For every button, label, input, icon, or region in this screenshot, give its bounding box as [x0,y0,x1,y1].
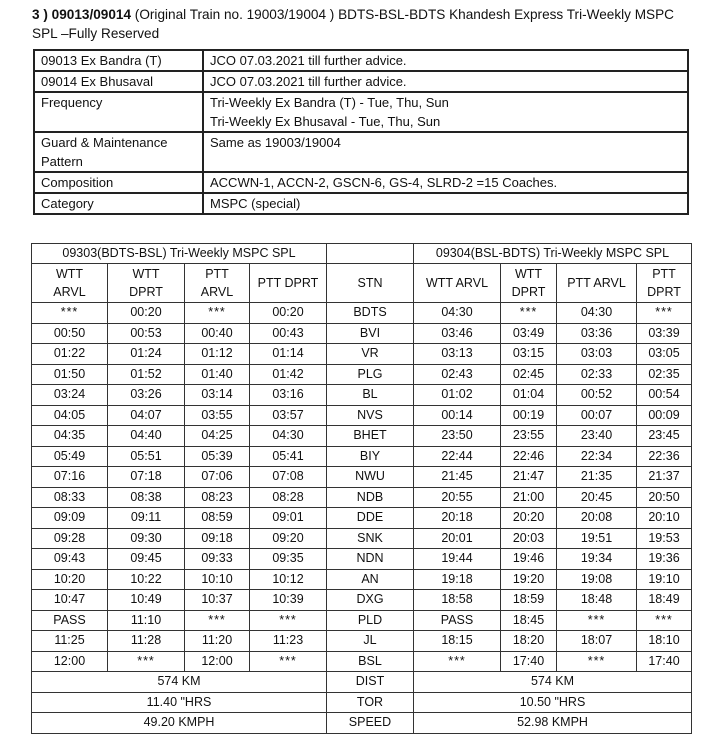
time-cell: 05:51 [108,446,185,467]
time-cell: 09:33 [185,549,250,570]
time-cell: 01:24 [108,344,185,365]
time-cell: 20:55 [414,487,501,508]
station-code: BIY [327,446,414,467]
time-cell: 20:01 [414,528,501,549]
timetable-row [32,344,692,365]
time-cell: 18:10 [637,631,692,652]
time-cell: 04:30 [557,303,637,324]
column-header-line: WTT [514,267,543,281]
summary-row [32,672,692,693]
time-cell: 00:07 [557,405,637,426]
time-cell: 22:44 [414,446,501,467]
time-cell: 20:03 [501,528,557,549]
train-info-table [33,49,689,215]
column-header-line: ARVL [53,285,86,299]
column-header [32,264,108,303]
time-cell: PASS [414,610,501,631]
time-cell: 01:50 [32,364,108,385]
column-header [414,264,501,303]
info-value-line: Tri-Weekly Ex Bandra (T) - Tue, Thu, Sun [210,95,449,110]
time-cell: 00:54 [637,385,692,406]
up-summary-value: 52.98 KMPH [414,713,692,734]
info-value [203,172,688,193]
station-code: AN [327,569,414,590]
time-cell: 04:25 [185,426,250,447]
train-numbers: 3 ) 09013/09014 [32,7,132,22]
column-header-line: WTT [132,267,160,281]
time-cell: 09:01 [250,508,327,529]
time-cell: 20:50 [637,487,692,508]
column-header-line: PTT DPRT [257,276,319,290]
info-value-line: Same as 19003/19004 [210,135,341,150]
time-cell: 01:14 [250,344,327,365]
time-cell: 00:43 [250,323,327,344]
column-header [327,264,414,303]
timetable-row [32,426,692,447]
column-header [185,264,250,303]
timetable-row [32,364,692,385]
time-cell: 11:25 [32,631,108,652]
time-cell: 11:10 [108,610,185,631]
timetable-row [32,590,692,611]
time-cell: 01:42 [250,364,327,385]
column-header-line: PTT [205,267,229,281]
time-cell: 09:18 [185,528,250,549]
time-cell: PASS [32,610,108,631]
time-cell: 10:12 [250,569,327,590]
time-cell: 11:23 [250,631,327,652]
timetable-title-row [32,244,692,264]
time-cell: 03:36 [557,323,637,344]
time-cell: 21:45 [414,467,501,488]
column-header-line: PTT [652,267,676,281]
column-header-line: WTT [55,267,84,281]
time-cell: 03:16 [250,385,327,406]
info-value-line: JCO 07.03.2021 till further advice. [210,74,407,89]
time-cell: 10:47 [32,590,108,611]
timetable-row [32,631,692,652]
time-cell: 03:49 [501,323,557,344]
info-row [34,132,688,172]
time-cell: 01:40 [185,364,250,385]
time-cell: 19:36 [637,549,692,570]
time-cell: 01:52 [108,364,185,385]
time-cell: 19:08 [557,569,637,590]
up-train-title: 09304(BSL-BDTS) Tri-Weekly MSPC SPL [414,244,692,264]
time-cell: 00:50 [32,323,108,344]
time-cell: 18:20 [501,631,557,652]
info-key: Composition [34,172,203,193]
time-cell: 01:12 [185,344,250,365]
station-code: BVI [327,323,414,344]
down-summary-value: 574 KM [32,672,327,693]
time-cell: 00:14 [414,405,501,426]
column-header [637,264,692,303]
column-header-line: ARVL [200,285,234,299]
info-row [34,92,688,132]
column-header [501,264,557,303]
time-cell: 04:07 [108,405,185,426]
time-cell: 00:20 [250,303,327,324]
info-value-line: Tri-Weekly Ex Bhusaval - Tue, Thu, Sun [210,114,441,129]
timetable-row [32,323,692,344]
station-code: DXG [327,590,414,611]
info-value [203,71,688,92]
time-cell: 23:50 [414,426,501,447]
info-key: Frequency [34,92,203,132]
timetable-row [32,528,692,549]
time-cell: 08:59 [185,508,250,529]
up-summary-value: 10.50 "HRS [414,692,692,713]
time-cell: 12:00 [185,651,250,672]
station-code: VR [327,344,414,365]
blank-cell [327,244,414,264]
time-cell: 05:49 [32,446,108,467]
time-cell: 03:46 [414,323,501,344]
time-cell: 17:40 [501,651,557,672]
time-cell: 00:19 [501,405,557,426]
time-cell: 10:20 [32,569,108,590]
time-cell: 23:40 [557,426,637,447]
down-summary-value: 11.40 "HRS [32,692,327,713]
column-header-row [32,264,692,303]
time-cell: 07:16 [32,467,108,488]
time-cell: 20:18 [414,508,501,529]
time-cell: 10:37 [185,590,250,611]
time-cell: 03:26 [108,385,185,406]
time-cell: 08:23 [185,487,250,508]
time-cell: 20:08 [557,508,637,529]
info-row [34,193,688,214]
time-cell: 02:43 [414,364,501,385]
time-cell: 03:14 [185,385,250,406]
time-cell: 09:45 [108,549,185,570]
timetable-row [32,467,692,488]
time-cell: 04:35 [32,426,108,447]
time-cell: *** [557,651,637,672]
time-cell: 09:09 [32,508,108,529]
time-cell: 10:10 [185,569,250,590]
time-cell: 01:04 [501,385,557,406]
time-cell: 21:37 [637,467,692,488]
time-cell: 02:33 [557,364,637,385]
time-cell: 20:45 [557,487,637,508]
timetable-row [32,385,692,406]
time-cell: 10:49 [108,590,185,611]
timetable-row [32,508,692,529]
timetable-row [32,303,692,324]
time-cell: 19:44 [414,549,501,570]
time-cell: *** [637,303,692,324]
time-cell: 02:45 [501,364,557,385]
down-summary-value: 49.20 KMPH [32,713,327,734]
summary-label: DIST [327,672,414,693]
timetable-row [32,569,692,590]
info-value-line: MSPC (special) [210,196,301,211]
time-cell: 19:10 [637,569,692,590]
station-code: NDB [327,487,414,508]
time-cell: 03:15 [501,344,557,365]
summary-row [32,713,692,734]
time-cell: 10:39 [250,590,327,611]
station-code: BSL [327,651,414,672]
time-cell: *** [557,610,637,631]
time-cell: 19:51 [557,528,637,549]
time-cell: 19:46 [501,549,557,570]
time-cell: 03:55 [185,405,250,426]
timetable-row [32,651,692,672]
time-cell: 08:33 [32,487,108,508]
time-cell: 18:15 [414,631,501,652]
time-cell: *** [637,610,692,631]
station-code: NWU [327,467,414,488]
time-cell: 19:34 [557,549,637,570]
column-header [250,264,327,303]
time-cell: *** [185,303,250,324]
time-cell: 21:00 [501,487,557,508]
time-cell: 11:28 [108,631,185,652]
time-cell: 00:40 [185,323,250,344]
time-cell: 18:59 [501,590,557,611]
station-code: PLD [327,610,414,631]
station-code: BL [327,385,414,406]
time-cell: *** [250,651,327,672]
time-cell: 09:28 [32,528,108,549]
summary-row [32,692,692,713]
time-cell: 03:05 [637,344,692,365]
time-cell: 07:18 [108,467,185,488]
time-cell: 01:02 [414,385,501,406]
up-summary-value: 574 KM [414,672,692,693]
time-cell: 03:39 [637,323,692,344]
info-key: 09014 Ex Bhusaval [34,71,203,92]
time-cell: 17:40 [637,651,692,672]
timetable-row [32,446,692,467]
time-cell: 07:08 [250,467,327,488]
info-value [203,193,688,214]
summary-label: TOR [327,692,414,713]
time-cell: 19:18 [414,569,501,590]
time-cell: 20:20 [501,508,557,529]
time-cell: *** [185,610,250,631]
info-value [203,132,688,172]
time-cell: 09:11 [108,508,185,529]
time-cell: 18:49 [637,590,692,611]
time-cell: 07:06 [185,467,250,488]
time-cell: 23:45 [637,426,692,447]
time-cell: 12:00 [32,651,108,672]
column-header-line: DPRT [647,285,681,299]
time-cell: 02:35 [637,364,692,385]
down-train-title: 09303(BDTS-BSL) Tri-Weekly MSPC SPL [32,244,327,264]
time-cell: 01:22 [32,344,108,365]
time-cell: 11:20 [185,631,250,652]
time-cell: 21:47 [501,467,557,488]
column-header [108,264,185,303]
time-cell: 05:41 [250,446,327,467]
time-cell: 03:13 [414,344,501,365]
time-cell: *** [32,303,108,324]
timetable [31,243,692,734]
time-cell: 00:53 [108,323,185,344]
train-description: (Original Train no. 19003/19004 ) BDTS-BSL-BDTS Khandesh Express Tri-Weekly MSPC SPL –Fully Reserved [32,7,674,41]
time-cell: 19:53 [637,528,692,549]
time-cell: 00:52 [557,385,637,406]
time-cell: *** [501,303,557,324]
column-header-line: DPRT [129,285,163,299]
time-cell: 08:28 [250,487,327,508]
column-header-line: DPRT [511,285,546,299]
time-cell: 20:10 [637,508,692,529]
time-cell: 00:09 [637,405,692,426]
time-cell: 18:48 [557,590,637,611]
station-code: JL [327,631,414,652]
time-cell: 04:05 [32,405,108,426]
time-cell: 18:58 [414,590,501,611]
info-key: Guard & Maintenance Pattern [34,132,203,172]
time-cell: 22:34 [557,446,637,467]
info-value-line: ACCWN-1, ACCN-2, GSCN-6, GS-4, SLRD-2 =15 Coaches. [210,175,558,190]
time-cell: 03:57 [250,405,327,426]
info-value [203,92,688,132]
time-cell: 09:35 [250,549,327,570]
station-code: BHET [327,426,414,447]
time-cell: *** [414,651,501,672]
column-header [557,264,637,303]
info-value-line: JCO 07.03.2021 till further advice. [210,53,407,68]
column-header-line: STN [357,276,383,290]
column-header-line: PTT ARVL [567,276,626,290]
time-cell: 19:20 [501,569,557,590]
info-key: Category [34,193,203,214]
time-cell: 00:20 [108,303,185,324]
station-code: NVS [327,405,414,426]
time-cell: 04:40 [108,426,185,447]
time-cell: 09:30 [108,528,185,549]
station-code: BDTS [327,303,414,324]
time-cell: 22:36 [637,446,692,467]
timetable-row [32,549,692,570]
time-cell: 09:43 [32,549,108,570]
station-code: SNK [327,528,414,549]
time-cell: 18:45 [501,610,557,631]
time-cell: 03:24 [32,385,108,406]
notice-title [32,5,702,43]
time-cell: 21:35 [557,467,637,488]
info-row [34,71,688,92]
time-cell: 18:07 [557,631,637,652]
timetable-row [32,487,692,508]
time-cell: 10:22 [108,569,185,590]
info-row [34,50,688,71]
timetable-row [32,405,692,426]
time-cell: 09:20 [250,528,327,549]
station-code: PLG [327,364,414,385]
info-value [203,50,688,71]
time-cell: 05:39 [185,446,250,467]
time-cell: *** [108,651,185,672]
info-row [34,172,688,193]
summary-label: SPEED [327,713,414,734]
timetable-row [32,610,692,631]
time-cell: 23:55 [501,426,557,447]
column-header-line: WTT ARVL [425,276,489,290]
time-cell: 03:03 [557,344,637,365]
time-cell: *** [250,610,327,631]
time-cell: 04:30 [250,426,327,447]
time-cell: 08:38 [108,487,185,508]
info-key: 09013 Ex Bandra (T) [34,50,203,71]
station-code: DDE [327,508,414,529]
time-cell: 22:46 [501,446,557,467]
time-cell: 04:30 [414,303,501,324]
station-code: NDN [327,549,414,570]
